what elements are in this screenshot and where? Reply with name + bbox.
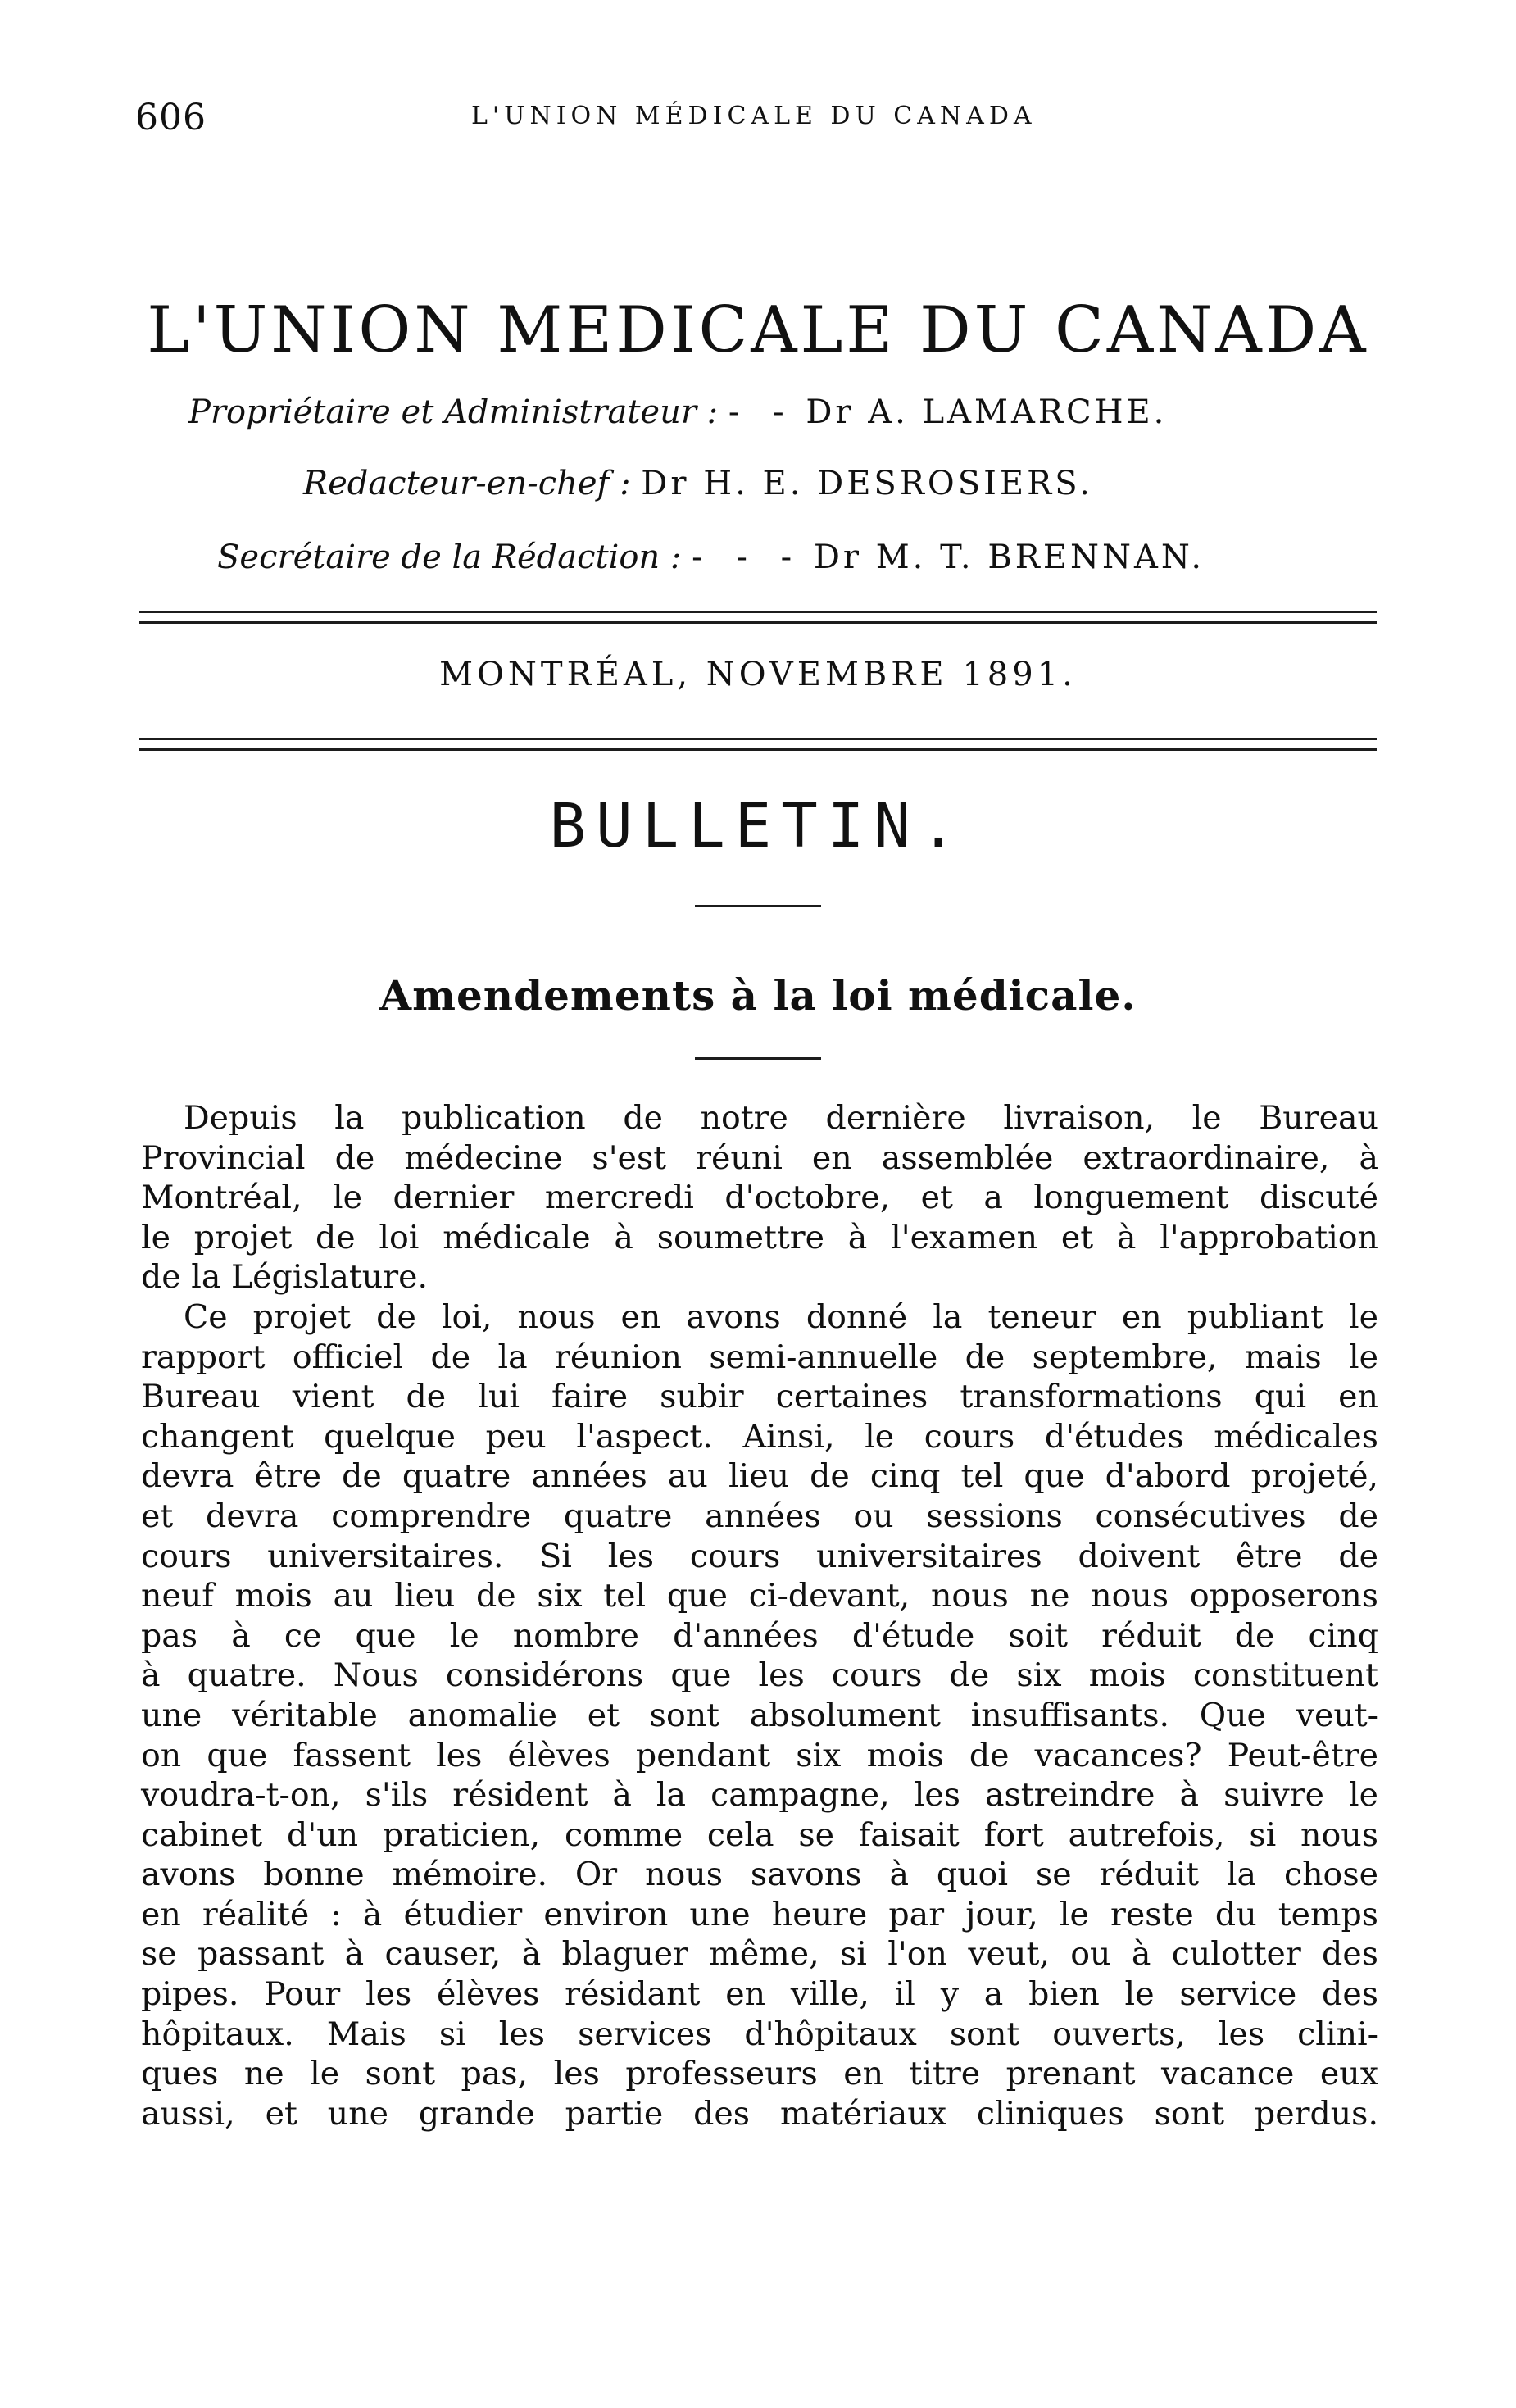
body-line: ques ne le sont pas, les professeurs en titre prenant vacance eux [141,2055,1378,2093]
body-line: Depuis la publication de notre dernière livraison, le Bureau [184,1099,1378,1137]
staff-line-editor-in-chief [303,465,1093,502]
body-line: changent quelque peu l'aspect. Ainsi, le cours d'études médicales [141,1417,1378,1456]
body-line: cabinet d'un praticien, comme cela se faisait fort autrefois, si nous [141,1815,1378,1854]
body-line: Ce projet de loi, nous en avons donné la teneur en publiant le [184,1297,1378,1336]
staff-line-proprietor [188,393,1167,431]
body-line: pipes. Pour les élèves résidant en ville, il y a bien le service des [141,1975,1378,2014]
body-line: Bureau vient de lui faire subir certaines transformations qui en [141,1378,1378,1416]
staff-role: Redacteur-en-chef : [303,465,631,502]
page-number: 606 [135,97,207,139]
body-line: avons bonne mémoire. Or nous savons à quoi se réduit la chose [141,1856,1378,1894]
body-line: se passant à causer, à blaguer même, si l'on veut, ou à culotter des [141,1935,1378,1974]
staff-name: Dr M. T. BRENNAN. [813,538,1205,576]
running-title: L'UNION MÉDICALE DU CANADA [471,102,1037,130]
article-title: Amendements à la loi médicale. [379,971,1137,1020]
issue-date: MONTRÉAL, NOVEMBRE 1891. [439,656,1077,693]
staff-name: Dr H. E. DESROSIERS. [641,465,1093,502]
staff-role: Secrétaire de la Rédaction : [217,538,682,576]
body-line: une véritable anomalie et sont absolument insuffisants. Que veut- [141,1696,1378,1734]
body-line: on que fassent les élèves pendant six mois de vacances? Peut-être [141,1736,1378,1774]
short-rule-upper [695,905,821,907]
body-line: et devra comprendre quatre années ou sessions consécutives de [141,1497,1378,1535]
body-line: devra être de quatre années au lieu de cinq tel que d'abord projeté, [141,1457,1378,1496]
short-rule-lower [695,1057,821,1060]
body-line: en réalité : à étudier environ une heure par jour, le reste du temps [141,1895,1378,1933]
staff-role: Propriétaire et Administrateur : [188,393,719,431]
masthead-title: L'UNION MEDICALE DU CANADA [147,293,1369,367]
body-line: rapport officiel de la réunion semi-annuelle de septembre, mais le [141,1338,1378,1376]
body-line: neuf mois au lieu de six tel que ci-devant, nous ne nous opposerons [141,1577,1378,1615]
staff-dashes: - - - [692,538,804,576]
body-line: à quatre. Nous considérons que les cours de six mois constituent [141,1656,1378,1695]
body-line: hôpitaux. Mais si les services d'hôpitaux sont ouverts, les clini- [141,2015,1378,2053]
double-rule-bottom [139,738,1377,751]
staff-dashes: - - [728,393,796,431]
section-heading-bulletin: BULLETIN. [549,791,967,861]
staff-line-secretary [217,538,1205,576]
body-line: le projet de loi médicale à soumettre à l'examen et à l'approbation [141,1218,1378,1256]
body-line: de la Législature. [141,1258,429,1297]
body-line: aussi, et une grande partie des matériaux cliniques sont perdus. [141,2094,1378,2133]
double-rule-top [139,611,1377,624]
staff-name: Dr A. LAMARCHE. [806,393,1168,431]
running-head [135,97,1381,146]
body-line: cours universitaires. Si les cours universitaires doivent être de [141,1537,1378,1575]
body-line: pas à ce que le nombre d'années d'étude soit réduit de cinq [141,1616,1378,1655]
article-body [141,1098,1378,2133]
body-line: Montréal, le dernier mercredi d'octobre, et a longuement discuté [141,1179,1378,1217]
body-line: Provincial de médecine s'est réuni en assemblée extraordinaire, à [141,1138,1378,1177]
body-line: voudra-t-on, s'ils résident à la campagne, les astreindre à suivre le [141,1776,1378,1815]
